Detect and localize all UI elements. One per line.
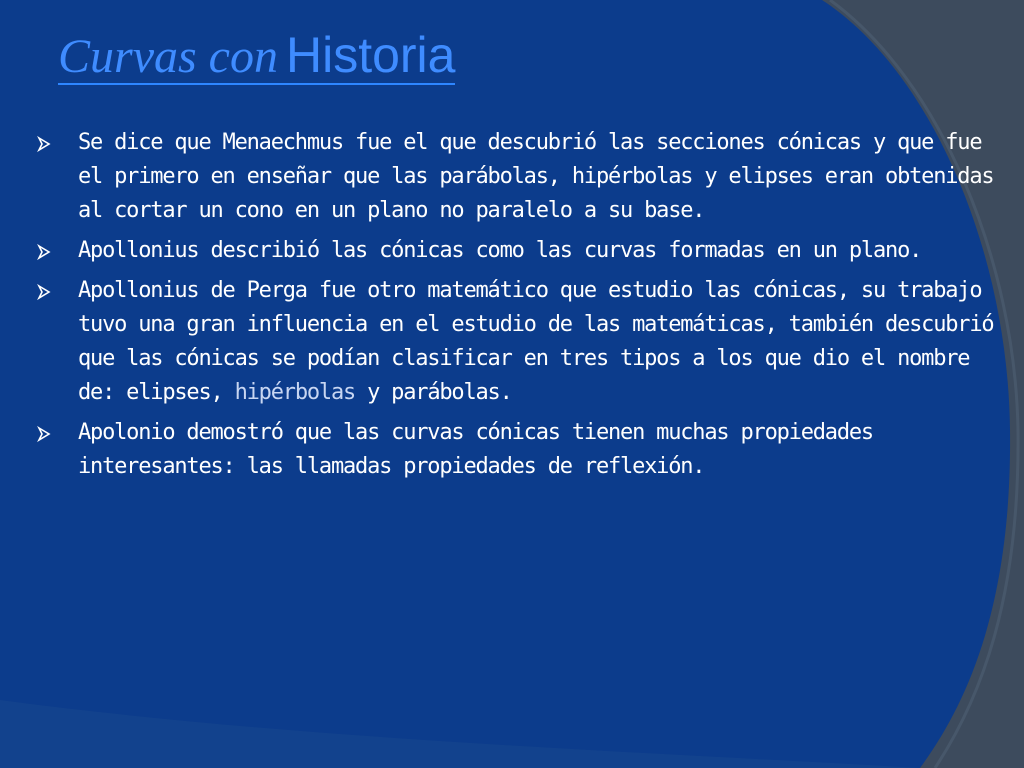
bullet-item-1 xyxy=(34,126,1004,228)
bullet-text: Apollonius de Perga fue otro matemático que estudio las cónicas, su trabajo tuvo una gran influencia en el estudio de las matemáticas, también descubrió que las cónicas se podían clasificar en tres tipos a los que dio el nombre de: elipses, xyxy=(78,278,994,405)
arrow-bullet-icon xyxy=(36,126,54,160)
bullet-list xyxy=(34,126,1004,490)
bullet-item-4 xyxy=(34,416,1004,484)
bullet-item-2 xyxy=(34,234,1004,268)
bullet-text-highlight: hipérbolas xyxy=(234,380,356,405)
bullet-item-3 xyxy=(34,274,1004,410)
bullet-text: Se dice que Menaechmus fue el que descubrió las secciones cónicas y que fue el primero en enseñar que las parábolas, hipérbolas y elipses eran obtenidas al cortar un cono en un plano no paralelo a su base. xyxy=(78,130,994,223)
title-italic-part: Curvas con xyxy=(58,30,278,83)
arrow-bullet-icon xyxy=(36,274,54,308)
bullet-text: Apollonius describió las cónicas como las curvas formadas en un plano. xyxy=(78,238,922,263)
title-regular-part: Historia xyxy=(285,27,456,83)
arrow-bullet-icon xyxy=(36,234,54,268)
bullet-text: Apolonio demostró que las curvas cónicas tienen muchas propiedades interesantes: las llamadas propiedades de reflexión. xyxy=(78,420,873,479)
slide-title xyxy=(58,27,456,85)
bullet-text-end: y parábolas. xyxy=(355,380,512,405)
arrow-bullet-icon xyxy=(36,416,54,450)
